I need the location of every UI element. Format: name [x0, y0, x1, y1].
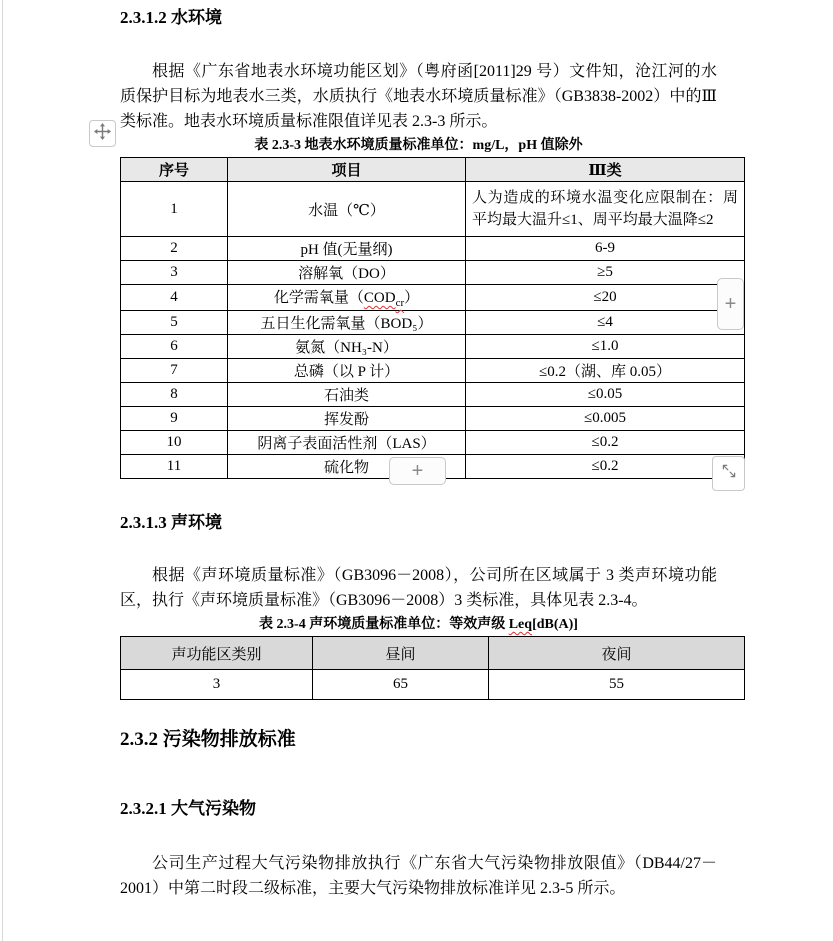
table-row: [121, 311, 745, 335]
spellchecked-word: COD: [363, 290, 396, 306]
table-row: [121, 407, 745, 431]
table-row: [121, 285, 745, 311]
table-cell: 水温（℃）: [228, 182, 466, 237]
page-left-edge: [2, 0, 3, 941]
cell-text: 化学需氧量（: [273, 290, 364, 306]
table-cell: 9: [121, 407, 228, 431]
table-cell: 6-9: [466, 237, 745, 261]
heading-noise-env: 2.3.1.3 声环境: [120, 513, 222, 532]
table-row: [121, 182, 745, 237]
table-header-cell: 序号: [121, 158, 228, 182]
table-resize-handle-button[interactable]: [712, 456, 745, 491]
table-header-cell: 夜间: [489, 637, 745, 670]
heading-air-pollutants: 2.3.2.1 大气污染物: [120, 799, 256, 818]
cell-text: ）: [404, 290, 420, 306]
paragraph-water: 根据《广东省地表水环境功能区划》（粤府函[2011]29 号）文件知，沧江河的水质保护目标为地表水三类，水质执行《地表水环境质量标准》（GB3838-2002）中的Ⅲ类标准。地表水环境质量标准限值详见表 2.3-3 所示。: [120, 63, 717, 130]
table-row: [121, 670, 745, 700]
noise-standard-table: [120, 636, 745, 700]
table-cell: [228, 285, 466, 311]
table-cell: ≤4: [466, 311, 745, 335]
caption-text: [dB(A)]: [532, 617, 578, 632]
spellchecked-word: Leq: [508, 617, 533, 632]
table-cell: ≤0.005: [466, 407, 745, 431]
table-cell: 6: [121, 335, 228, 359]
table-cell: ≤20: [466, 285, 745, 311]
table-cell: 7: [121, 359, 228, 383]
table-cell: 阴离子表面活性剂（LAS）: [228, 431, 466, 455]
move-icon: [93, 122, 112, 146]
table-cell: ≥5: [466, 261, 745, 285]
table-cell: 55: [489, 670, 745, 700]
diagonal-resize-icon: [720, 462, 738, 485]
table-cell: ≤0.05: [466, 383, 745, 407]
table-row: [121, 359, 745, 383]
table-cell: 五日生化需氧量（BOD₅）: [228, 311, 466, 335]
spellchecked-subscript: cr: [395, 297, 405, 309]
document-content: [120, 0, 738, 901]
table-cell: 3: [121, 261, 228, 285]
table-cell: 总磷（以 P 计）: [228, 359, 466, 383]
add-column-button[interactable]: [717, 278, 744, 330]
table-cell: 5: [121, 311, 228, 335]
table-header-cell: 声功能区类别: [121, 637, 313, 670]
table-cell: 挥发酚: [228, 407, 466, 431]
table-cell: 11: [121, 455, 228, 479]
table-cell: ≤1.0: [466, 335, 745, 359]
table-row: [121, 237, 745, 261]
table-cell: 石油类: [228, 383, 466, 407]
add-row-button[interactable]: [389, 457, 446, 485]
table1-caption: 表 2.3-3 地表水环境质量标准单位：mg/L，pH 值除外: [254, 138, 583, 153]
heading-emission-standards: 2.3.2 污染物排放标准: [120, 729, 296, 750]
paragraph-noise: 根据《声环境质量标准》（GB3096－2008），公司所在区域属于 3 类声环境功能区，执行《声环境质量标准》（GB3096－2008）3 类标准，具体见表 2.3-4。: [120, 567, 717, 609]
table-cell: pH 值(无量纲): [228, 237, 466, 261]
paragraph-air: 公司生产过程大气污染物排放执行《广东省大气污染物排放限值》（DB44/27－2001）中第二时段二级标准，主要大气污染物排放标准详见 2.3-5 所示。: [120, 855, 717, 897]
table-cell: 氨氮（NH₃-N）: [228, 335, 466, 359]
table-cell: 溶解氧（DO）: [228, 261, 466, 285]
table-cell: 人为造成的环境水温变化应限制在：周平均最大温升≤1、周平均最大温降≤2: [466, 182, 745, 237]
table-header-cell: 项目: [228, 158, 466, 182]
table-header-row: [121, 158, 745, 182]
table-row: [121, 431, 745, 455]
table-cell: 硫化物: [228, 455, 466, 479]
table-cell: 10: [121, 431, 228, 455]
table-header-cell: Ⅲ类: [466, 158, 745, 182]
table-header-row: [121, 637, 745, 670]
table-row: [121, 261, 745, 285]
plus-icon: +: [411, 460, 424, 482]
table2-caption: [120, 616, 717, 634]
table-cell: 65: [313, 670, 489, 700]
table-cell: 8: [121, 383, 228, 407]
table-header-cell: 昼间: [313, 637, 489, 670]
table-row: [121, 335, 745, 359]
caption-text: 表 2.3-4 声环境质量标准单位：等效声级: [259, 617, 509, 632]
water-quality-table: [120, 157, 745, 482]
table-cell: ≤0.2（湖、库 0.05）: [466, 359, 745, 383]
table-cell: ≤0.2: [466, 455, 745, 479]
table-cell: 1: [121, 182, 228, 237]
heading-water-env: 2.3.1.2 水环境: [120, 8, 222, 27]
table-cell: 2: [121, 237, 228, 261]
table-cell: 4: [121, 285, 228, 311]
plus-icon: +: [724, 293, 737, 315]
table-cell: ≤0.2: [466, 431, 745, 455]
table-move-handle-button[interactable]: [89, 120, 116, 147]
table-row: [121, 383, 745, 407]
table-cell: 3: [121, 670, 313, 700]
